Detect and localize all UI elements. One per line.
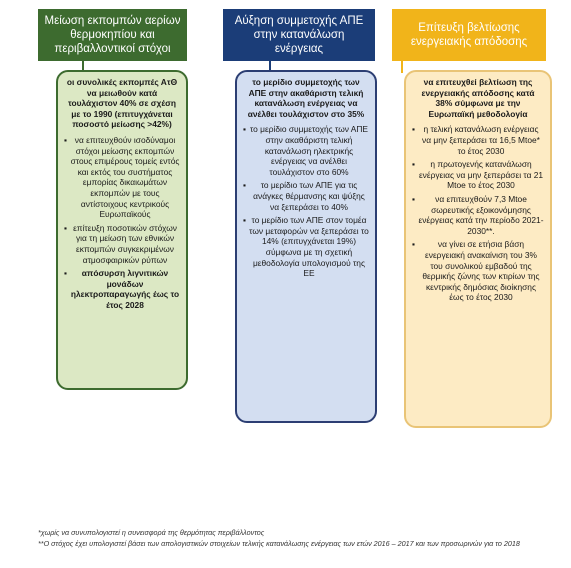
- efficiency-connector-line: [401, 61, 403, 73]
- list-item: [243, 180, 369, 212]
- ghg-reduction-header-text: Μείωση εκπομπών αερίων θερμοκηπίου και περιβαλλοντικοί στόχοι: [44, 15, 181, 55]
- list-item-text: το μερίδιο των ΑΠΕ στον τομέα των μεταφορών να ξεπεράσει το 14% (επιτυγχάνεται 19%) σύμφωνα με τη σχετική μεθοδολογία υπολογισμού της ΕΕ: [249, 215, 369, 279]
- bullet-icon: ▪: [243, 215, 246, 226]
- bullet-icon: ▪: [64, 134, 67, 145]
- list-item: [412, 159, 544, 191]
- bullet-icon: ▪: [412, 159, 415, 170]
- res-share-header: [223, 9, 375, 61]
- list-item-text: να γίνει σε ετήσια βάση ενεργειακή ανακαίνιση του 3% του συνολικού εμβαδού της θερμικής ζώνης των κτιρίων της κεντρικής δημόσιας διοίκησης έως το έτος 2030: [422, 239, 540, 303]
- list-item: [64, 135, 180, 220]
- ghg-lead-goal: οι συνολικές εκπομπές ΑτΘ να μειωθούν κατά τουλάχιστον 40% σε σχέση με το 1990 (επιτυγχάνεται ποσοστό μείωσης >42%): [66, 77, 178, 130]
- bullet-icon: ▪: [412, 193, 415, 204]
- ghg-reduction-header: [38, 9, 187, 61]
- list-item: [243, 215, 369, 279]
- efficiency-lead-goal: να επιτευχθεί βελτίωση της ενεργειακής απόδοσης κατά 38% σύμφωνα με την Ευρωπαϊκή μεθοδολογία: [421, 77, 535, 119]
- energy-efficiency-header-text: Επίτευξη βελτίωσης ενεργειακής απόδοσης: [410, 22, 528, 48]
- bullet-icon: ▪: [243, 124, 246, 135]
- list-item-text: το μερίδιο των ΑΠΕ για τις ανάγκες θέρμανσης και ψύξης να ξεπεράσει το 40%: [253, 180, 365, 212]
- ghg-reduction-box: [56, 70, 188, 390]
- bullet-icon: ▪: [243, 180, 246, 191]
- list-item: [64, 268, 180, 310]
- footnote-2: **Ο στόχος έχει υπολογιστεί βάσει των απολογιστικών στοιχείων τελικής κατανάλωσης ενέργειας των ετών 2016 – 2017 και των προσωρινών για το 2018: [38, 538, 520, 548]
- energy-efficiency-box: [404, 70, 552, 428]
- list-item-text: η τελική κατανάλωση ενέργειας να μην ξεπεράσει τα 16,5 Mtoe* το έτος 2030: [422, 124, 540, 156]
- list-item-text: επίτευξη ποσοτικών στόχων για τη μείωση των εθνικών εκπομπών συγκεκριμένων ατμοσφαιρικών ρύπων: [73, 222, 177, 265]
- footnote-1: *χωρίς να συνυπολογιστεί η συνεισφορά της θερμότητας περιβάλλοντος: [38, 528, 265, 537]
- list-item-text: το μερίδιο συμμετοχής των ΑΠΕ στην ακαθάριστη τελική κατανάλωση ηλεκτρικής ενέργειας να ανέλθει τουλάχιστον στο 60%: [249, 124, 369, 177]
- list-item: [412, 124, 544, 156]
- bullet-icon: ▪: [64, 268, 67, 279]
- energy-efficiency-header: [392, 9, 546, 61]
- footnotes: [38, 528, 553, 549]
- bullet-icon: ▪: [412, 124, 415, 135]
- list-item-text: απόσυρση λιγνιτικών μονάδων ηλεκτροπαραγωγής έως το έτος 2028: [70, 268, 180, 310]
- res-share-box: [235, 70, 377, 423]
- res-share-header-text: Αύξηση συμμετοχής ΑΠΕ στην κατανάλωση ενέργειας: [234, 15, 364, 55]
- bullet-icon: ▪: [64, 222, 67, 233]
- list-item: [412, 194, 544, 236]
- list-item: [412, 239, 544, 303]
- res-lead-goal: το μερίδιο συμμετοχής των ΑΠΕ στην ακαθάριστη τελική κατανάλωση ενέργειας να ανέλθει τουλάχιστον στο 35%: [247, 77, 365, 119]
- list-item-text: να επιτευχθούν 7,3 Mtoe σωρευτικής εξοικονόμησης ενέργειας κατά την περίοδο 2021-2030**.: [418, 193, 544, 236]
- list-item-text: να επιτευχθούν ισοδύναμοι στόχοι μείωσης εκπομπών στους επιμέρους τομείς εντός και εκτός του συστήματος εμπορίας δικαιωμάτων εκπομπών με τους αντίστοιχους κεντρικούς Ευρωπαϊκούς: [70, 134, 180, 220]
- list-item: [64, 223, 180, 265]
- list-item-text: η πρωτογενής κατανάλωση ενέργειας να μην ξεπεράσει τα 21 Mtoe το έτος 2030: [418, 159, 544, 191]
- list-item: [243, 124, 369, 177]
- bullet-icon: ▪: [412, 239, 415, 250]
